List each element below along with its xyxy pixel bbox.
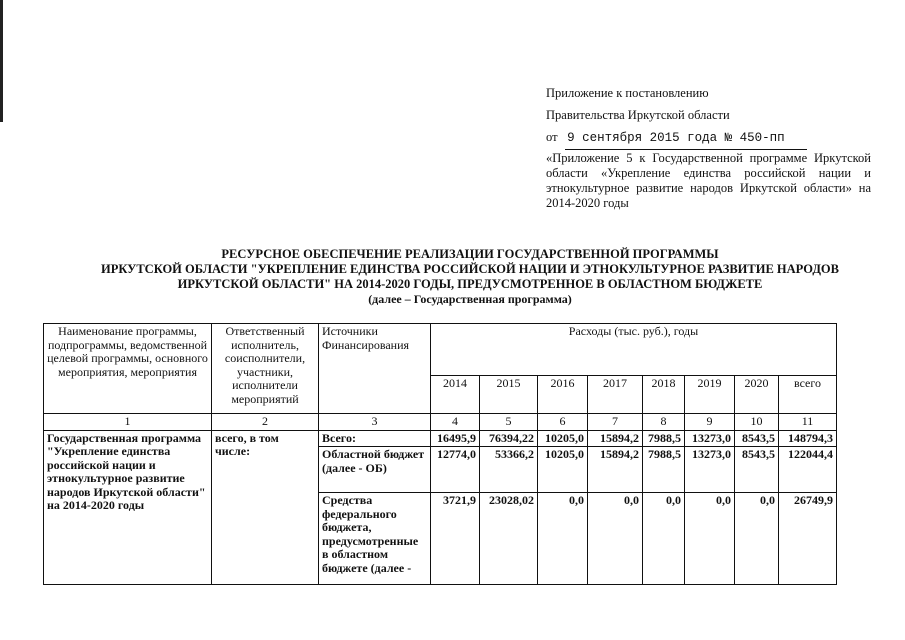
value-cell: 12774,0 (431, 447, 480, 493)
header-executor: Ответственный исполнитель, соисполнители, участники, исполнители мероприятий (212, 324, 319, 414)
column-number: 1 (44, 414, 212, 431)
value-cell: 13273,0 (685, 447, 735, 493)
value-cell: 148794,3 (779, 430, 837, 447)
header-year: 2018 (643, 376, 685, 414)
value-cell: 7988,5 (643, 430, 685, 447)
title-line-2: ИРКУТСКОЙ ОБЛАСТИ "УКРЕПЛЕНИЕ ЕДИНСТВА РОССИЙСКОЙ НАЦИИ И ЭТНОКУЛЬТУРНОЕ РАЗВИТИЕ НАРОДОВ (100, 262, 839, 276)
program-reference-note: «Приложение 5 к Государственной программе Иркутской области «Укрепление единства российской нации и этнокультурное развитие народов Иркутской области» на 2014-2020 годы (546, 151, 871, 210)
header-year: 2016 (538, 376, 588, 414)
value-cell: 10205,0 (538, 447, 588, 493)
column-number: 9 (685, 414, 735, 431)
value-cell: 15894,2 (588, 447, 643, 493)
header-row-1 (44, 324, 837, 376)
source-cell: Всего: (319, 430, 431, 447)
title-line-1: РЕСУРСНОЕ ОБЕСПЕЧЕНИЕ РЕАЛИЗАЦИИ ГОСУДАРСТВЕННОЙ ПРОГРАММЫ (221, 247, 719, 261)
column-number: 2 (212, 414, 319, 431)
document-title (40, 247, 900, 307)
column-number: 4 (431, 414, 480, 431)
column-number: 8 (643, 414, 685, 431)
appendix-date-number: 9 сентября 2015 года № 450-пп (565, 127, 807, 150)
column-number: 5 (480, 414, 538, 431)
header-year: 2019 (685, 376, 735, 414)
value-cell: 8543,5 (735, 430, 779, 447)
appendix-line-3 (546, 126, 876, 150)
value-cell: 122044,4 (779, 447, 837, 493)
value-cell: 0,0 (735, 493, 779, 585)
value-cell: 0,0 (588, 493, 643, 585)
value-cell: 3721,9 (431, 493, 480, 585)
value-cell: 0,0 (643, 493, 685, 585)
header-year: 2020 (735, 376, 779, 414)
appendix-date-prefix: от (546, 130, 558, 144)
header-source: Источники Финансирования (319, 324, 431, 414)
header-year: 2017 (588, 376, 643, 414)
appendix-line-1: Приложение к постановлению (546, 86, 709, 100)
value-cell: 10205,0 (538, 430, 588, 447)
title-line-3: ИРКУТСКОЙ ОБЛАСТИ" НА 2014-2020 ГОДЫ, ПРЕДУСМОТРЕННОЕ В ОБЛАСТНОМ БЮДЖЕТЕ (177, 277, 763, 291)
resources-table (43, 323, 837, 585)
header-year: 2014 (431, 376, 480, 414)
value-cell: 0,0 (538, 493, 588, 585)
header-name: Наименование программы, подпрограммы, ведомственной целевой программы, основного мероприятия, мероприятия (44, 324, 212, 414)
value-cell: 8543,5 (735, 447, 779, 493)
source-cell: Средства федерального бюджета, предусмотренные в областном бюджете (далее - (319, 493, 431, 585)
appendix-block (546, 82, 876, 150)
appendix-line-2: Правительства Иркутской области (546, 108, 730, 122)
value-cell: 23028,02 (480, 493, 538, 585)
column-number: 7 (588, 414, 643, 431)
source-cell: Областной бюджет (далее - ОБ) (319, 447, 431, 493)
value-cell: 0,0 (685, 493, 735, 585)
executor-cell: всего, в том числе: (212, 430, 319, 585)
header-year: 2015 (480, 376, 538, 414)
value-cell: 7988,5 (643, 447, 685, 493)
column-numbers-row (44, 414, 837, 431)
header-expenses: Расходы (тыс. руб.), годы (431, 324, 837, 376)
program-name-cell: Государственная программа "Укрепление единства российской нации и этнокультурное развитие народов Иркутской области" на 2014-2020 годы (44, 430, 212, 585)
header-total: всего (779, 376, 837, 414)
scan-edge-mark (0, 0, 3, 122)
column-number: 11 (779, 414, 837, 431)
value-cell: 26749,9 (779, 493, 837, 585)
table-row (44, 430, 837, 447)
value-cell: 53366,2 (480, 447, 538, 493)
column-number: 6 (538, 414, 588, 431)
value-cell: 16495,9 (431, 430, 480, 447)
value-cell: 15894,2 (588, 430, 643, 447)
column-number: 3 (319, 414, 431, 431)
title-subtitle: (далее – Государственная программа) (368, 292, 572, 306)
column-number: 10 (735, 414, 779, 431)
value-cell: 13273,0 (685, 430, 735, 447)
value-cell: 76394,22 (480, 430, 538, 447)
